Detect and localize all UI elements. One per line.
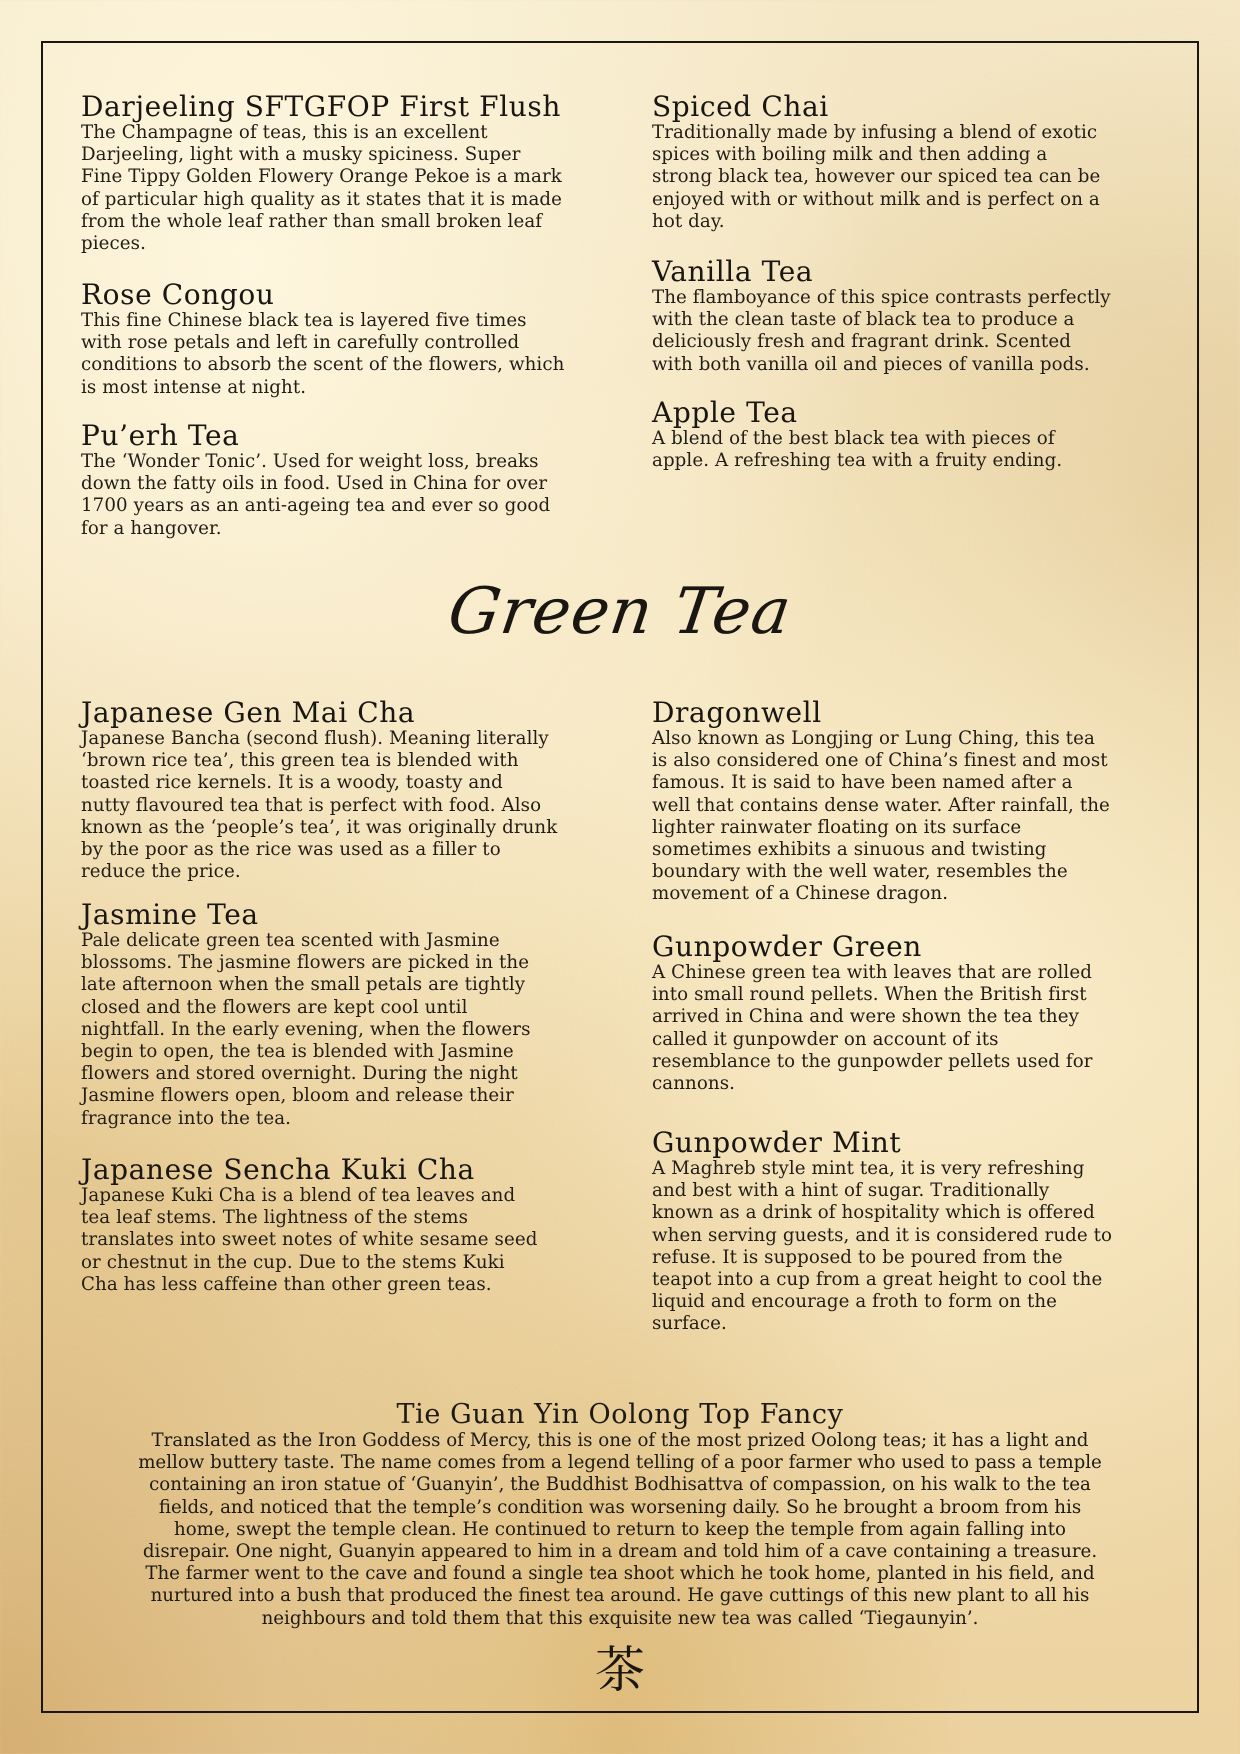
tea-item-darjeeling [81,92,562,255]
tea-name: Japanese Gen Mai Cha [81,696,416,729]
tea-item-tie-guan-yin [81,1400,1159,1630]
tea-name: Vanilla Tea [652,255,814,288]
tea-item-gunpowder-green [652,932,1093,1095]
tea-item-rose-congou [81,280,564,399]
tea-name: Spiced Chai [652,90,829,123]
tea-name: Pu’erh Tea [81,419,240,452]
tea-name: Apple Tea [652,396,798,429]
tea-description: The Champagne of teas, this is an excellent Darjeeling, light with a musky spiciness. Super Fine Tippy Golden Flowery Orange Pekoe is a mark of particular high quality as it states that it is made from the whole leaf rather than small broken leaf pieces. [81,122,562,255]
tea-description: A Maghreb style mint tea, it is very refreshing and best with a hint of sugar. Traditionally known as a drink of hospitality which is offered when serving guests, and it is considered rude to refuse. It is supposed to be poured from the teapot into a cup from a great height to cool the liquid and encourage a froth to form on the surface. [652,1158,1113,1335]
tea-name: Jasmine Tea [81,898,259,931]
tea-name: Darjeeling SFTGFOP First Flush [81,90,561,123]
tea-description: Japanese Bancha (second flush). Meaning literally ‘brown rice tea’, this green tea is blended with toasted rice kernels. It is a woody, toasty and nutty flavoured tea that is perfect with food. Also known as the ‘people’s tea’, it was originally drunk by the poor as the rice was used as a filler to reduce the price. [81,728,558,883]
tea-item-vanilla [652,257,1111,376]
tea-description: Japanese Kuki Cha is a blend of tea leaves and tea leaf stems. The lightness of the stems translates into sweet notes of white sesame seed or chestnut in the cup. Due to the stems Kuki Cha has less caffeine than other green teas. [81,1185,538,1295]
tea-name: Tie Guan Yin Oolong Top Fancy [396,1399,844,1430]
tea-item-gen-mai-cha [81,698,557,883]
tea-item-sencha-kuki-cha [81,1155,537,1296]
tea-item-jasmine [81,900,531,1130]
tea-description: A Chinese green tea with leaves that are rolled into small round pellets. When the British first arrived in China and were shown the tea they called it gunpowder on account of its resemblance to the gunpowder pellets used for cannons. [652,962,1093,1095]
tea-name: Japanese Sencha Kuki Cha [81,1153,475,1186]
tea-name: Gunpowder Mint [652,1126,902,1159]
tea-item-dragonwell [652,698,1110,906]
tea-name: Rose Congou [81,278,275,311]
tea-description: This fine Chinese black tea is layered five times with rose petals and left in carefully controlled conditions to absorb the scent of the flowers, which is most intense at night. [81,310,565,398]
tea-description: Also known as Longjing or Lung Ching, this tea is also considered one of China’s finest and most famous. It is said to have been named after a well that contains dense water. After rainfall, the lighter rainwater floating on its surface sometimes exhibits a sinuous and twisting boundary with the well water, resembles the movement of a Chinese dragon. [652,728,1110,905]
tea-name: Gunpowder Green [652,930,922,963]
tea-item-gunpowder-mint [652,1128,1112,1336]
section-title-green-tea: Green Tea [443,575,797,649]
tea-description: A blend of the best black tea with pieces of apple. A refreshing tea with a fruity ending. [652,428,1063,472]
tea-item-apple [652,398,1062,472]
tea-description: Translated as the Iron Goddess of Mercy, this is one of the most prized Oolong teas; it has a light and mellow buttery taste. The name comes from a legend telling of a poor farmer who used to pass a temple containing an iron statue of ‘Guanyin’, the Buddhist Bodhisattva of compassion, on his walk to the tea fields, and noticed that the temple’s condition was worsening daily. So he brought a broom from his home, swept the temple clean. He continued to return to keep the temple from again falling into disrepair. One night, Guanyin appeared to him in a dream and told him of a cave containing a treasure. The farmer went to the cave and found a single tea shoot which he took home, planted in his field, and nurtured into a bush that produced the finest tea around. He gave cuttings of this new plant to all his neighbours and told them that this exquisite new tea was called ‘Tiegaunyin’. [138,1430,1102,1629]
tea-description: The ‘Wonder Tonic’. Used for weight loss, breaks down the fatty oils in food. Used in China for over 1700 years as an anti-ageing tea and ever so good for a hangover. [81,451,551,539]
tea-description: The flamboyance of this spice contrasts perfectly with the clean taste of black tea to produce a deliciously fresh and fragrant drink. Scented with both vanilla oil and pieces of vanilla pods. [652,287,1111,375]
tea-item-puerh [81,421,550,540]
tea-description: Traditionally made by infusing a blend of exotic spices with boiling milk and then adding a strong black tea, however our spiced tea can be enjoyed with or without milk and is perfect on a hot day. [652,122,1101,232]
tea-description: Pale delicate green tea scented with Jasmine blossoms. The jasmine flowers are picked in the late afternoon when the small petals are tightly closed and the flowers are kept cool until nightfall. In the early evening, when the flowers begin to open, the tea is blended with Jasmine flowers and stored overnight. During the night Jasmine flowers open, bloom and release their fragrance into the tea. [81,930,531,1129]
tea-name: Dragonwell [652,696,822,729]
tea-item-spiced-chai [652,92,1100,233]
tea-character-icon: 茶 [595,1641,645,1699]
